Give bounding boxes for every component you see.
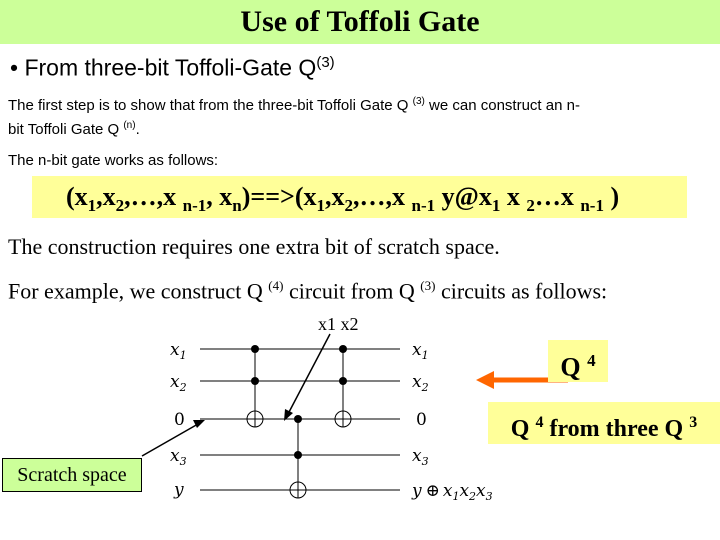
formula-part: …x [534, 182, 581, 211]
pointer-x1x2 [288, 334, 330, 414]
gate2-control-x3 [294, 451, 302, 459]
para1-end: . [135, 121, 140, 138]
gate3-control-x1 [339, 345, 347, 353]
q4-from-three-box [488, 402, 720, 444]
formula-sub: 1 [316, 196, 326, 216]
paragraph-nbit: The n-bit gate works as follows: [8, 152, 219, 169]
pointer-scratch-head [193, 420, 205, 428]
right-label-output-y: y ⊕ $x_1x_2x_3$ [412, 481, 493, 503]
bullet-marker: • [10, 54, 19, 81]
formula-part: ,x [96, 182, 116, 211]
formula-part: ,…,x [124, 182, 183, 211]
formula-sub: 1 [491, 196, 501, 216]
right-label-x3: $x_3$ [412, 446, 429, 468]
para1-part2: we can construct an n- [424, 97, 580, 114]
slide-title: Use of Toffoli Gate [240, 5, 480, 38]
right-label-x1: $x_1$ [412, 340, 429, 362]
q4-three-p1: Q [510, 416, 536, 442]
left-label-x1: $x_1$ [170, 340, 187, 362]
x1x2-label: x1 x2 [318, 314, 359, 334]
example-part1: For example, we construct Q [8, 278, 269, 304]
example-sup1: (4) [268, 278, 284, 293]
gate1-control-x2 [251, 377, 259, 385]
scratch-space-box: Scratch space [2, 458, 142, 492]
right-label-x2: $x_2$ [412, 372, 429, 394]
formula-part: ) [603, 182, 620, 211]
formula-part: ,…,x [353, 182, 412, 211]
formula-part: ,x [325, 182, 345, 211]
q4-label-box [548, 340, 608, 382]
formula-sub: n-1 [182, 196, 207, 216]
formula-sub: 1 [87, 196, 97, 216]
formula-part: (x [66, 182, 88, 211]
left-label-y: y [174, 480, 184, 500]
left-label-zero: 0 [174, 410, 185, 430]
gate2-control-scratch [294, 415, 302, 423]
q4-three-s2: 3 [689, 414, 698, 431]
left-label-x2: $x_2$ [170, 372, 187, 394]
q4-three-s1: 4 [535, 414, 544, 431]
para1-part1: The first step is to show that from the three-bit Toffoli Gate Q [8, 97, 413, 114]
example-part2: circuit from Q [283, 278, 421, 304]
para1-sup1: (3) [412, 96, 425, 107]
orange-arrow-head [476, 371, 494, 389]
formula-part: )==>(x [241, 182, 317, 211]
bullet-sup: (3) [316, 54, 335, 71]
gate3-control-x2 [339, 377, 347, 385]
right-label-zero: 0 [416, 410, 427, 430]
q4-text: Q [560, 352, 581, 382]
formula-part: y@x [435, 182, 492, 211]
formula-sub: n [232, 196, 242, 216]
formula-sub: n-1 [411, 196, 436, 216]
q4-sup: 4 [587, 351, 596, 370]
formula-part: , x [206, 182, 233, 211]
formula-sub: 2 [526, 196, 535, 216]
formula-sub: 2 [344, 196, 354, 216]
left-label-x3: $x_3$ [170, 446, 187, 468]
gate1-control-x1 [251, 345, 259, 353]
para1-sup2: (n) [123, 120, 136, 131]
construction-text: The construction requires one extra bit of scratch space. [8, 234, 500, 259]
formula-sub: n-1 [580, 196, 604, 216]
example-part3: circuits as follows: [435, 278, 608, 304]
formula-sub: 2 [115, 196, 125, 216]
bullet-text: From three-bit Toffoli-Gate Q [24, 54, 317, 81]
para1-line2: bit Toffoli Gate Q [8, 121, 124, 138]
formula-part: x [500, 182, 527, 211]
q4-three-p2: from three Q [543, 416, 690, 442]
example-sup2: (3) [420, 278, 436, 293]
